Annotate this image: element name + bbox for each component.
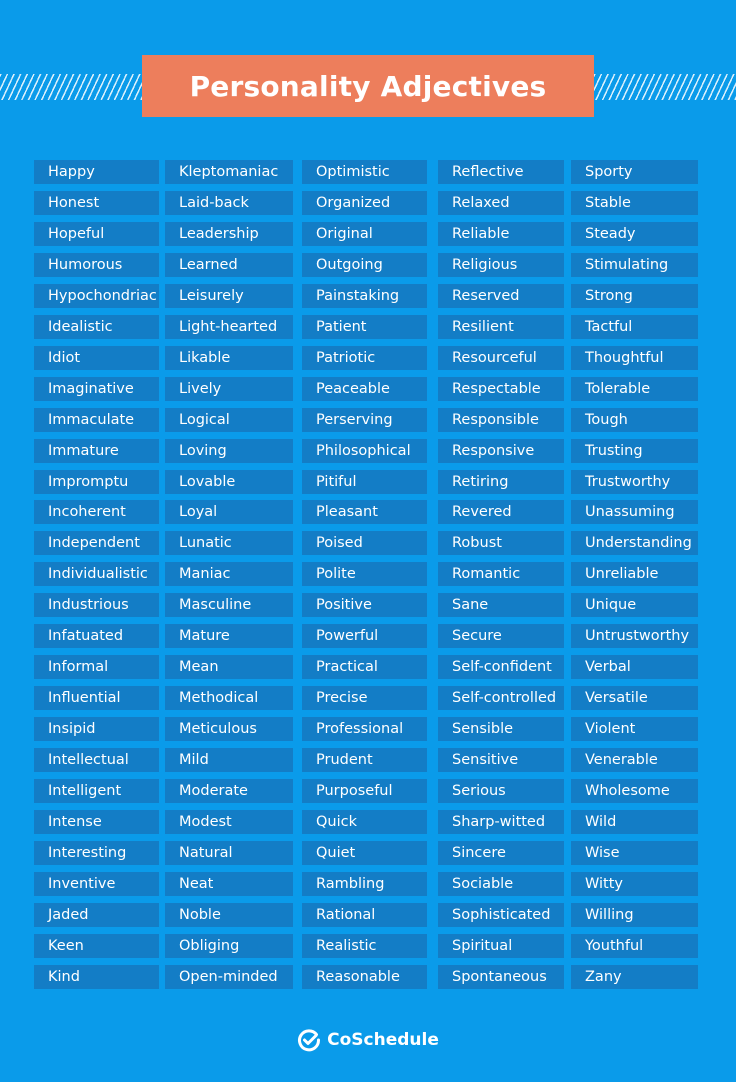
adjective-cell: Self-confident — [438, 655, 564, 679]
adjective-cell: Noble — [165, 903, 293, 927]
adjective-cell: Hopeful — [34, 222, 159, 246]
adjective-cell: Light-hearted — [165, 315, 293, 339]
adjective-cell: Wholesome — [571, 779, 698, 803]
adjective-cell: Secure — [438, 624, 564, 648]
logo-text: CoSchedule — [327, 1030, 439, 1050]
adjective-cell: Sporty — [571, 160, 698, 184]
adjective-cell: Sensitive — [438, 748, 564, 772]
adjective-cell: Inventive — [34, 872, 159, 896]
adjective-cell: Retiring — [438, 470, 564, 494]
adjective-cell: Stable — [571, 191, 698, 215]
adjective-cell: Practical — [302, 655, 427, 679]
adjective-cell: Positive — [302, 593, 427, 617]
adjective-cell: Wise — [571, 841, 698, 865]
adjective-cell: Lovable — [165, 470, 293, 494]
adjective-cell: Obliging — [165, 934, 293, 958]
adjective-cell: Tolerable — [571, 377, 698, 401]
adjective-cell: Witty — [571, 872, 698, 896]
adjective-cell: Zany — [571, 965, 698, 989]
adjective-cell: Peaceable — [302, 377, 427, 401]
adjective-cell: Modest — [165, 810, 293, 834]
adjective-cell: Immature — [34, 439, 159, 463]
adjective-cell: Tactful — [571, 315, 698, 339]
adjective-cell: Pleasant — [302, 500, 427, 524]
adjective-cell: Meticulous — [165, 717, 293, 741]
adjective-cell: Sociable — [438, 872, 564, 896]
adjective-cell: Learned — [165, 253, 293, 277]
adjective-cell: Powerful — [302, 624, 427, 648]
adjective-cell: Moderate — [165, 779, 293, 803]
adjective-cell: Trustworthy — [571, 470, 698, 494]
adjective-cell: Intense — [34, 810, 159, 834]
adjective-cell: Sensible — [438, 717, 564, 741]
adjective-cell: Verbal — [571, 655, 698, 679]
adjective-cell: Strong — [571, 284, 698, 308]
adjective-cell: Robust — [438, 531, 564, 555]
adjective-cell: Professional — [302, 717, 427, 741]
adjective-cell: Mature — [165, 624, 293, 648]
adjective-cell: Natural — [165, 841, 293, 865]
page-title: Personality Adjectives — [189, 69, 547, 103]
adjective-cell: Optimistic — [302, 160, 427, 184]
adjective-cell: Leisurely — [165, 284, 293, 308]
adjective-cell: Serious — [438, 779, 564, 803]
adjective-cell: Neat — [165, 872, 293, 896]
adjective-cell: Mild — [165, 748, 293, 772]
adjective-cell: Willing — [571, 903, 698, 927]
adjective-cell: Leadership — [165, 222, 293, 246]
adjective-cell: Happy — [34, 160, 159, 184]
adjective-cell: Responsive — [438, 439, 564, 463]
adjective-cell: Keen — [34, 934, 159, 958]
adjective-cell: Versatile — [571, 686, 698, 710]
adjective-cell: Lunatic — [165, 531, 293, 555]
adjective-cell: Patriotic — [302, 346, 427, 370]
adjective-cell: Religious — [438, 253, 564, 277]
adjective-cell: Insipid — [34, 717, 159, 741]
adjective-cell: Sharp-witted — [438, 810, 564, 834]
adjective-cell: Precise — [302, 686, 427, 710]
adjective-cell: Youthful — [571, 934, 698, 958]
adjective-cell: Idiot — [34, 346, 159, 370]
adjective-cell: Venerable — [571, 748, 698, 772]
adjective-cell: Intelligent — [34, 779, 159, 803]
adjective-cell: Individualistic — [34, 562, 159, 586]
adjective-cell: Thoughtful — [571, 346, 698, 370]
adjective-cell: Sincere — [438, 841, 564, 865]
adjective-cell: Influential — [34, 686, 159, 710]
adjective-cell: Reasonable — [302, 965, 427, 989]
adjective-cell: Kind — [34, 965, 159, 989]
adjective-cell: Spontaneous — [438, 965, 564, 989]
adjective-cell: Methodical — [165, 686, 293, 710]
adjective-cell: Rambling — [302, 872, 427, 896]
adjective-cell: Laid-back — [165, 191, 293, 215]
adjective-cell: Hypochondriac — [34, 284, 159, 308]
adjective-cell: Masculine — [165, 593, 293, 617]
adjective-cell: Untrustworthy — [571, 624, 698, 648]
adjective-cell: Outgoing — [302, 253, 427, 277]
adjective-cell: Independent — [34, 531, 159, 555]
adjective-cell: Logical — [165, 408, 293, 432]
adjective-cell: Loving — [165, 439, 293, 463]
adjective-cell: Perserving — [302, 408, 427, 432]
adjective-cell: Wild — [571, 810, 698, 834]
coschedule-check-icon — [297, 1028, 321, 1052]
adjective-cell: Rational — [302, 903, 427, 927]
adjective-cell: Organized — [302, 191, 427, 215]
adjective-cell: Resilient — [438, 315, 564, 339]
adjective-cell: Intellectual — [34, 748, 159, 772]
adjective-cell: Philosophical — [302, 439, 427, 463]
adjective-cell: Unreliable — [571, 562, 698, 586]
adjective-cell: Understanding — [571, 531, 698, 555]
adjective-cell: Likable — [165, 346, 293, 370]
adjective-cell: Realistic — [302, 934, 427, 958]
adjective-cell: Infatuated — [34, 624, 159, 648]
decorative-stripes-left — [0, 74, 142, 100]
adjective-cell: Original — [302, 222, 427, 246]
adjective-cell: Idealistic — [34, 315, 159, 339]
coschedule-logo — [0, 1025, 736, 1055]
adjective-cell: Mean — [165, 655, 293, 679]
decorative-stripes-right — [594, 74, 736, 100]
adjective-cell: Reliable — [438, 222, 564, 246]
adjective-cell: Jaded — [34, 903, 159, 927]
adjective-cell: Relaxed — [438, 191, 564, 215]
adjective-cell: Interesting — [34, 841, 159, 865]
adjective-cell: Incoherent — [34, 500, 159, 524]
adjective-cell: Patient — [302, 315, 427, 339]
adjective-cell: Sane — [438, 593, 564, 617]
adjective-cell: Romantic — [438, 562, 564, 586]
adjective-cell: Reflective — [438, 160, 564, 184]
adjective-cell: Lively — [165, 377, 293, 401]
adjective-cell: Violent — [571, 717, 698, 741]
adjective-cell: Spiritual — [438, 934, 564, 958]
adjective-cell: Humorous — [34, 253, 159, 277]
adjective-cell: Pitiful — [302, 470, 427, 494]
adjective-cell: Prudent — [302, 748, 427, 772]
adjective-cell: Imaginative — [34, 377, 159, 401]
adjective-cell: Immaculate — [34, 408, 159, 432]
adjective-cell: Loyal — [165, 500, 293, 524]
adjective-cell: Steady — [571, 222, 698, 246]
adjective-cell: Quiet — [302, 841, 427, 865]
adjective-cell: Polite — [302, 562, 427, 586]
adjective-cell: Resourceful — [438, 346, 564, 370]
adjective-cell: Responsible — [438, 408, 564, 432]
adjective-cell: Self-controlled — [438, 686, 564, 710]
adjective-cell: Tough — [571, 408, 698, 432]
adjective-cell: Stimulating — [571, 253, 698, 277]
adjective-cell: Unassuming — [571, 500, 698, 524]
title-banner — [142, 55, 594, 117]
adjective-cell: Unique — [571, 593, 698, 617]
adjective-cell: Quick — [302, 810, 427, 834]
adjective-cell: Painstaking — [302, 284, 427, 308]
adjective-cell: Purposeful — [302, 779, 427, 803]
adjective-cell: Informal — [34, 655, 159, 679]
adjective-cell: Trusting — [571, 439, 698, 463]
adjective-cell: Poised — [302, 531, 427, 555]
adjective-cell: Revered — [438, 500, 564, 524]
adjective-cell: Maniac — [165, 562, 293, 586]
adjective-cell: Industrious — [34, 593, 159, 617]
adjective-cell: Honest — [34, 191, 159, 215]
adjective-cell: Reserved — [438, 284, 564, 308]
adjective-cell: Respectable — [438, 377, 564, 401]
adjective-cell: Kleptomaniac — [165, 160, 293, 184]
adjective-cell: Open-minded — [165, 965, 293, 989]
adjective-cell: Impromptu — [34, 470, 159, 494]
adjective-cell: Sophisticated — [438, 903, 564, 927]
